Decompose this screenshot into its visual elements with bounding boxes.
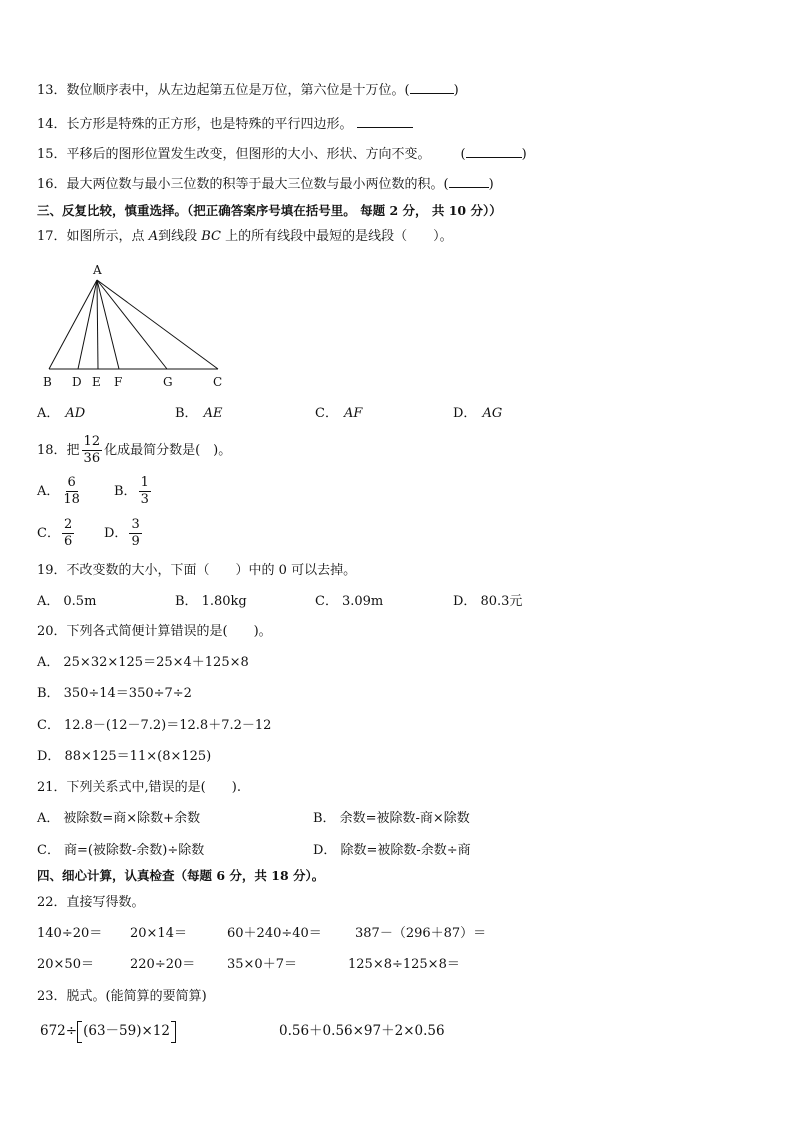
question-15-text: 15．平移后的图形位置发生改变，但图形的大小、形状、方向不变。 <box>37 147 431 162</box>
q20-option-d[interactable]: D． 88×125＝11×(8×125) <box>37 749 212 764</box>
question-13-text: 13．数位顺序表中，从左边起第五位是万位，第六位是十万位。( <box>37 83 410 98</box>
calc-item: 140÷20＝ <box>37 926 103 941</box>
calc-item: 60＋240÷40＝ <box>227 926 322 941</box>
right-bracket <box>171 1021 176 1043</box>
q17-option-b[interactable]: B． AE <box>175 406 223 421</box>
q19-option-a[interactable]: A． 0.5m <box>37 594 97 609</box>
expression-2: 0.56＋0.56×97＋2×0.56 <box>279 1023 445 1039</box>
calc-item: 387－（296＋87）＝ <box>355 926 487 941</box>
question-21: 21．下列关系式中,错误的是( ). <box>37 780 241 795</box>
point-a-label: A <box>148 229 159 244</box>
q20-option-a[interactable]: A． 25×32×125＝25×4＋125×8 <box>37 655 249 670</box>
q18-option-b[interactable]: B． $\frac{1}{3}$ <box>114 475 149 507</box>
calc-item: 20×50＝ <box>37 957 94 972</box>
segment-bc-label: BC <box>201 229 221 244</box>
q20-option-b[interactable]: B． 350÷14＝350÷7÷2 <box>37 686 192 701</box>
question-16-close: ) <box>488 177 494 192</box>
question-17-pre: 17．如图所示，点 <box>37 229 149 244</box>
question-15-close: ) <box>521 147 527 162</box>
question-13 <box>37 81 459 101</box>
triangle-figure <box>30 258 240 398</box>
figure-label-d: D <box>72 375 82 389</box>
question-22: 22．直接写得数。 <box>37 895 145 910</box>
question-19: 19．不改变数的大小，下面（ ）中的 0 可以去掉。 <box>37 563 357 578</box>
question-14 <box>37 115 413 135</box>
fraction-12-36: $\frac{12}{36}$ <box>83 434 101 466</box>
answer-blank[interactable] <box>410 93 454 94</box>
figure-label-b: B <box>43 375 52 389</box>
answer-blank[interactable] <box>466 157 522 158</box>
question-16 <box>37 175 494 195</box>
figure-label-e: E <box>92 375 101 389</box>
q18-option-d[interactable]: D． $\frac{3}{9}$ <box>104 517 140 549</box>
calc-item: 20×14＝ <box>130 926 187 941</box>
q21-option-d[interactable]: D． 除数=被除数-余数÷商 <box>313 843 471 858</box>
question-15 <box>37 145 527 165</box>
q17-option-a[interactable]: A． AD <box>37 406 86 421</box>
q19-option-b[interactable]: B． 1.80kg <box>175 594 247 609</box>
q21-option-c[interactable]: C． 商=(被除数-余数)÷除数 <box>37 843 205 858</box>
expression-1: 672÷ (63－59)×12 <box>40 1018 176 1044</box>
calc-item: 35×0＋7＝ <box>227 957 297 972</box>
segment-ae <box>97 280 98 369</box>
q19-option-d[interactable]: D． 80.3元 <box>453 594 523 609</box>
question-17 <box>37 227 453 247</box>
question-15-open: ( <box>460 147 466 162</box>
question-13-close: ) <box>453 83 459 98</box>
q21-option-a[interactable]: A． 被除数=商×除数+余数 <box>37 811 201 826</box>
q21-option-b[interactable]: B． 余数=被除数-商×除数 <box>313 811 470 826</box>
question-18-post: 化成最简分数是( )。 <box>104 443 232 458</box>
segment-ab <box>49 280 97 369</box>
figure-label-g: G <box>163 375 173 389</box>
question-20: 20．下列各式简便计算错误的是( )。 <box>37 624 272 639</box>
question-17-post: 上的所有线段中最短的是线段（ ）。 <box>220 229 453 244</box>
answer-blank[interactable] <box>357 127 413 128</box>
q19-option-c[interactable]: C． 3.09m <box>315 594 384 609</box>
answer-blank[interactable] <box>449 187 489 188</box>
q17-option-c[interactable]: C． AF <box>315 406 363 421</box>
question-14-text: 14．长方形是特殊的正方形，也是特殊的平行四边形。 <box>37 117 353 132</box>
figure-label-f: F <box>114 375 123 389</box>
segment-ac <box>97 280 218 369</box>
q17-option-d[interactable]: D． AG <box>453 406 503 421</box>
question-17-mid: 到线段 <box>158 229 202 244</box>
question-18-pre: 18．把 <box>37 443 80 458</box>
q20-option-c[interactable]: C． 12.8－(12－7.2)＝12.8＋7.2－12 <box>37 718 272 733</box>
question-16-text: 16．最大两位数与最小三位数的积等于最大三位数与最小两位数的积。( <box>37 177 449 192</box>
calc-item: 220÷20＝ <box>130 957 196 972</box>
left-bracket <box>77 1021 82 1043</box>
segment-ad <box>78 280 97 369</box>
q18-option-c[interactable]: C． $\frac{2}{6}$ <box>37 517 73 549</box>
question-23: 23．脱式。(能简算的要简算) <box>37 989 207 1004</box>
section-3-heading: 三、反复比较，慎重选择。（把正确答案序号填在括号里。 每题 2 分， 共 10 分）） <box>37 203 502 218</box>
figure-label-a: A <box>93 263 102 277</box>
figure-label-c: C <box>213 375 223 389</box>
section-4-heading: 四、细心计算，认真检查（每题 6 分，共 18 分）。 <box>37 868 325 883</box>
q18-option-a[interactable]: A． $\frac{6}{18}$ <box>37 475 80 507</box>
question-18 <box>37 433 231 469</box>
calc-item: 125×8÷125×8＝ <box>348 957 460 972</box>
